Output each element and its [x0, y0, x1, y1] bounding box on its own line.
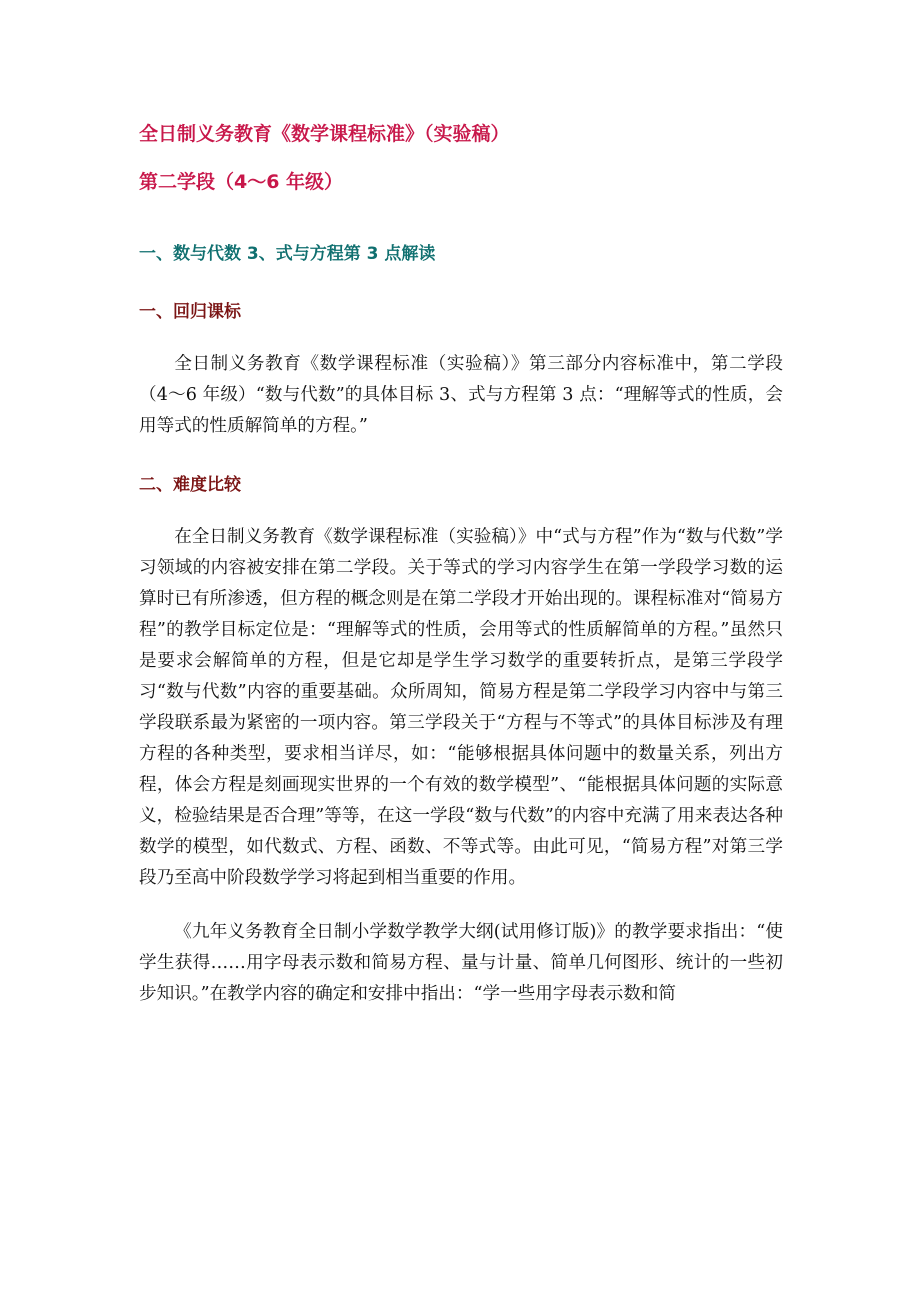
section-heading-review-standard: 一、回归课标 [139, 302, 241, 322]
topic-heading: 一、数与代数 3、式与方程第 3 点解读 [139, 244, 436, 264]
document-title: 全日制义务教育《数学课程标准》（实验稿） [139, 123, 510, 145]
document-content [139, 118, 783, 1010]
paragraph: 全日制义务教育《数学课程标准（实验稿）》第三部分内容标准中，第二学段（4～6 年级）“数与代数”的具体目标 3、式与方程第 3 点：“理解等式的性质，会用等式的性质解简单的方程。” [139, 354, 783, 436]
section-heading-difficulty-comparison: 二、难度比较 [139, 475, 241, 495]
document-subtitle: 第二学段（4～6 年级） [139, 171, 344, 193]
paragraph: 《九年义务教育全日制小学数学教学大纲(试用修订版)》的教学要求指出：“使学生获得……用字母表示数和简易方程、量与计量、简单几何图形、统计的一些初步知识。”在教学内容的确定和安排中指出：“学一些用字母表示数和简 [139, 922, 783, 1004]
paragraph: 在全日制义务教育《数学课程标准（实验稿）》中“式与方程”作为“数与代数”学习领域的内容被安排在第二学段。关于等式的学习内容学生在第一学段学习数的运算时已有所渗透，但方程的概念则是在第二学段才开始出现的。课程标准对“简易方程”的教学目标定位是：“理解等式的性质，会用等式的性质解简单的方程。”虽然只是要求会解简单的方程，但是它却是学生学习数学的重要转折点，是第三学段学习“数与代数”内容的重要基础。众所周知，简易方程是第二学段学习内容中与第三学段联系最为紧密的一项内容。第三学段关于“方程与不等式”的具体目标涉及有理方程的各种类型，要求相当详尽，如：“能够根据具体问题中的数量关系，列出方程，体会方程是刻画现实世界的一个有效的数学模型”、“能根据具体问题的实际意义，检验结果是否合理”等等，在这一学段“数与代数”的内容中充满了用来表达各种数学的模型，如代数式、方程、函数、不等式等。由此可见，“简易方程”对第三学段乃至高中阶段数学学习将起到相当重要的作用。 [139, 527, 783, 888]
